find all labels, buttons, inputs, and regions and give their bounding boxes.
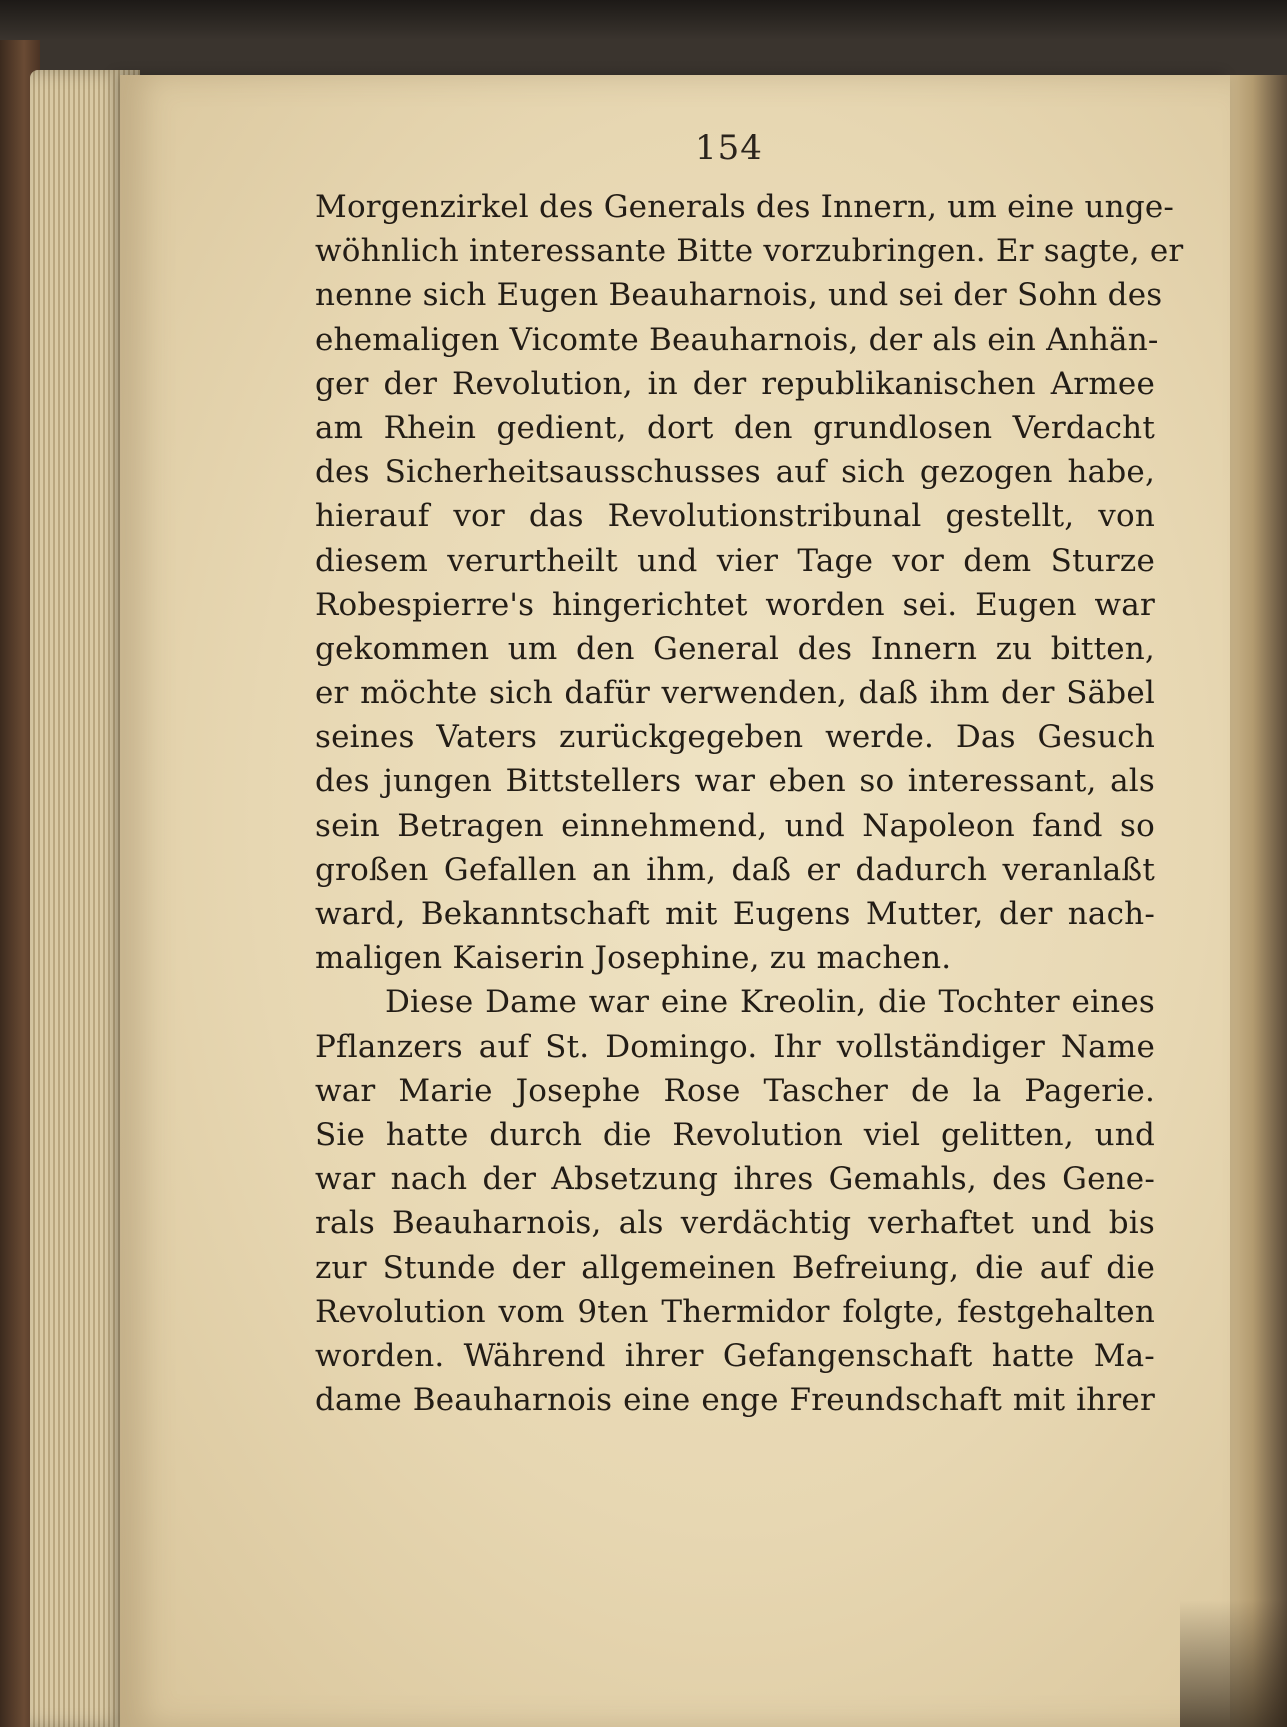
text-line: zur Stunde der allgemeinen Befreiung, die auf die bbox=[315, 1249, 1155, 1286]
text-line: Diese Dame war eine Kreolin, die Tochter eines bbox=[385, 984, 1155, 1021]
text-line: diesem verurtheilt und vier Tage vor dem Sturze bbox=[315, 542, 1155, 579]
text-line: ward, Bekanntschaft mit Eugens Mutter, der nach- bbox=[315, 896, 1155, 932]
text-line: Sie hatte durch die Revolution viel gelitten, und bbox=[315, 1116, 1155, 1153]
text-line: rals Beauharnois, als verdächtig verhaftet und bis bbox=[315, 1205, 1155, 1242]
text-line: war Marie Josephe Rose Tascher de la Pagerie. bbox=[315, 1072, 1155, 1109]
text-line: am Rhein gedient, dort den grundlosen Verdacht bbox=[315, 409, 1155, 446]
text-line: dame Beauharnois eine enge Freundschaft mit ihrer bbox=[315, 1382, 1155, 1419]
text-line: gekommen um den General des Innern zu bitten, bbox=[315, 630, 1155, 667]
text-line: ger der Revolution, in der republikanischen Armee bbox=[315, 365, 1155, 402]
text-line: ehemaligen Vicomte Beauharnois, der als ein Anhän- bbox=[315, 321, 1159, 358]
text-line: Revolution vom 9ten Thermidor folgte, festgehalten bbox=[315, 1293, 1155, 1330]
text-line: nenne sich Eugen Beauharnois, und sei der Sohn des bbox=[315, 277, 1163, 314]
binding-edge bbox=[1230, 75, 1287, 1727]
text-line: des Sicherheitsausschusses auf sich gezogen habe, bbox=[315, 454, 1155, 491]
page-shadow bbox=[1180, 1600, 1287, 1727]
text-line: großen Gefallen an ihm, daß er dadurch veranlaßt bbox=[315, 851, 1155, 888]
text-line: sein Betragen einnehmend, und Napoleon fand so bbox=[315, 807, 1155, 844]
text-line: des jungen Bittstellers war eben so interessant, als bbox=[315, 763, 1155, 800]
text-line: seines Vaters zurückgegeben werde. Das Gesuch bbox=[315, 719, 1155, 756]
page-text bbox=[315, 185, 1184, 1422]
text-line: worden. Während ihrer Gefangenschaft hatte Ma- bbox=[315, 1337, 1155, 1374]
text-line: Morgenzirkel des Generals des Innern, um eine unge- bbox=[315, 189, 1175, 225]
text-line: wöhnlich interessante Bitte vorzubringen. Er sagte, er bbox=[315, 233, 1184, 270]
paragraph-2 bbox=[315, 980, 1155, 1422]
page-number: 154 bbox=[695, 128, 763, 168]
text-line: war nach der Absetzung ihres Gemahls, des Gene- bbox=[315, 1161, 1155, 1198]
text-line: Pflanzers auf St. Domingo. Ihr vollständiger Name bbox=[315, 1028, 1155, 1065]
text-line: maligen Kaiserin Josephine, zu machen. bbox=[315, 940, 952, 977]
text-line: er möchte sich dafür verwenden, daß ihm der Säbel bbox=[315, 675, 1155, 712]
paragraph-1 bbox=[315, 185, 1184, 980]
text-line: hierauf vor das Revolutionstribunal gestellt, von bbox=[315, 498, 1155, 535]
text-line: Robespierre's hingerichtet worden sei. Eugen war bbox=[315, 586, 1155, 623]
